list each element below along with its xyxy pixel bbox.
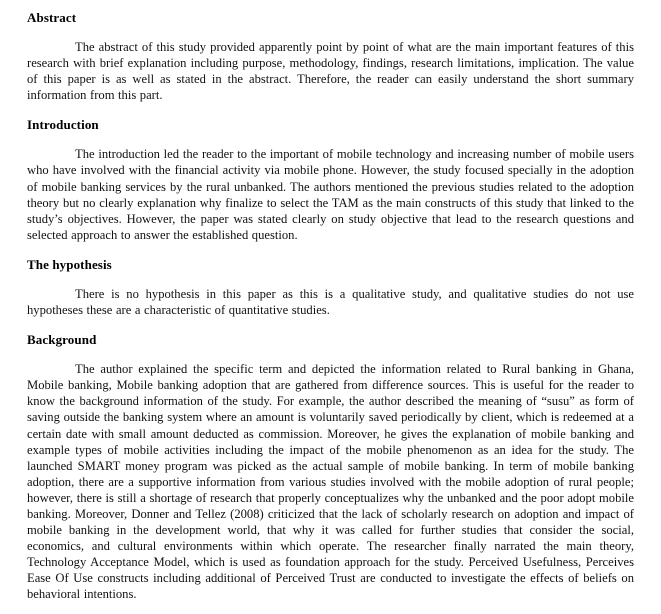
- section-paragraph-background: The author explained the specific term and depicted the information related to Rural banking in Ghana, Mobile banking, Mobile banking adoption that are gathered from difference sources. This is useful for the reader to know the background information of the study. For example, the author described the meaning of “susu” as form of saving outside the banking system where an amount is voluntarily saved periodically by client, which is redeemed at a certain date with small amount deducted as commission. Moreover, he gives the explanation of mobile banking and example types of mobile activities including the impact of the mobile phenomenon as an idea for the study. The launched SMART money program was picked as the actual sample of mobile banking. In term of mobile banking adoption, there are a supportive information from various studies involved with the mobile adoption of rural people; however, there is still a shortage of research that properly conceptualizes why the unbanked and the poor adopt mobile banking. Moreover, Donner and Tellez (2008) criticized that the lack of scholarly research on adoption and impact of mobile banking in the development world, that why it was called for further studies that consider the social, economics, and cultural environments within which operate. The researcher finally narrated the main theory, Technology Acceptance Model, which is used as foundation approach for the study. Perceived Usefulness, Perceives Ease Of Use constructs including additional of Perceived Trust are conducted to investigate the effects of beliefs on behavioral intentions.: [27, 362, 634, 602]
- section-paragraph-hypothesis: There is no hypothesis in this paper as this is a qualitative study, and qualitative studies do not use hypotheses these are a characteristic of quantitative studies.: [27, 286, 634, 318]
- section-heading-background: Background: [27, 332, 97, 348]
- section-introduction: [27, 117, 634, 243]
- section-paragraph-abstract: The abstract of this study provided apparently point by point of what are the main important features of this research with brief explanation including purpose, methodology, findings, research limitations, implication. The value of this paper is as well as stated in the abstract. Therefore, the reader can easily understand the short summary information from this part.: [27, 40, 634, 103]
- section-abstract: [27, 10, 634, 103]
- section-hypothesis: [27, 257, 634, 318]
- section-paragraph-introduction: The introduction led the reader to the important of mobile technology and increasing number of mobile users who have involved with the financial activity via mobile phone. However, the study focused specially in the adoption of mobile banking services by the rural unbanked. The authors mentioned the previous studies related to the adoption theory but no clearly explanation why finalize to select the TAM as the main constructs of this study that linked to the study’s objectives. However, the paper was stated clearly on study objective that lead to the research questions and selected approach to answer the established question.: [27, 147, 634, 242]
- section-heading-hypothesis: The hypothesis: [27, 256, 112, 272]
- section-background: [27, 332, 634, 602]
- section-heading-abstract: Abstract: [27, 10, 77, 25]
- section-heading-introduction: Introduction: [27, 117, 99, 133]
